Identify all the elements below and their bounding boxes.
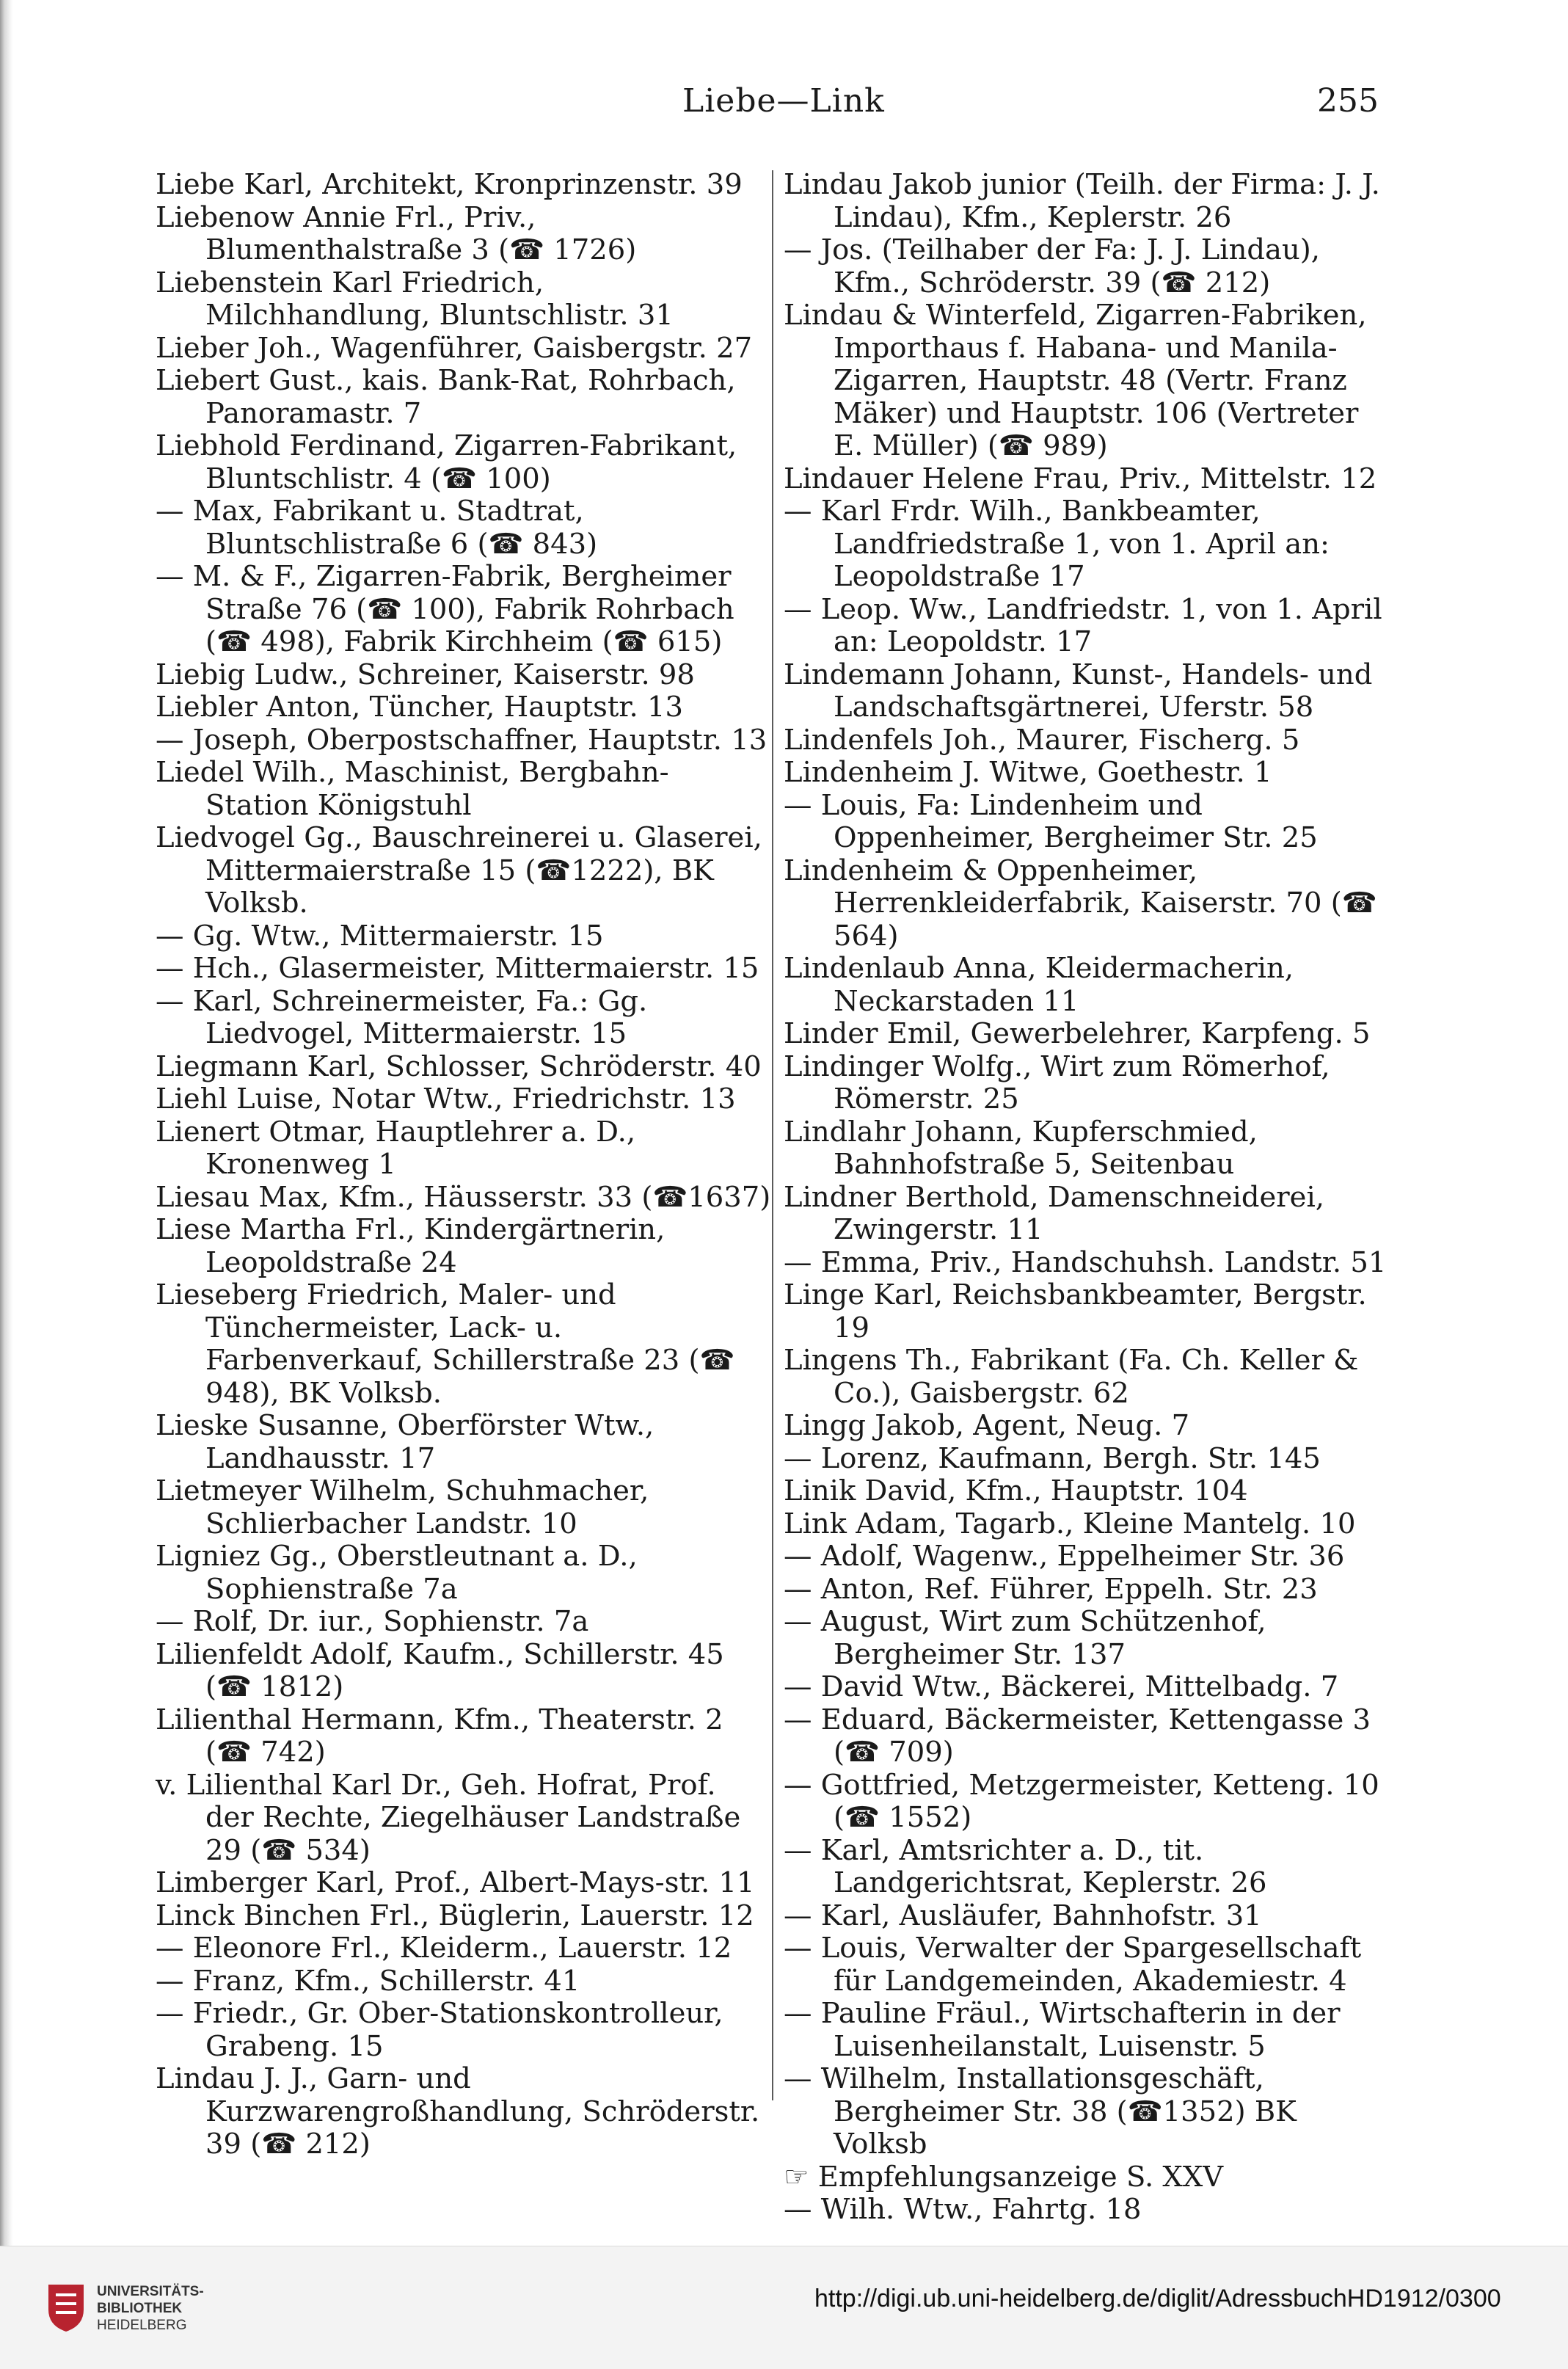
footer: [0, 2246, 1568, 2369]
directory-entry: v. Lilienthal Karl Dr., Geh. Hofrat, Prof. der Rechte, Ziegelhäuser Landstraße 29 (☎ 534): [156, 1768, 741, 1867]
directory-entry: — Karl, Ausläufer, Bahnhofstr. 31: [784, 1899, 1262, 1932]
directory-entry: Lienert Otmar, Hauptlehrer a. D., Kronenweg 1: [156, 1115, 636, 1181]
directory-entry: Liesau Max, Kfm., Häusserstr. 33 (☎1637): [156, 1180, 771, 1214]
directory-entry: Lindauer Helene Frau, Priv., Mittelstr. 12: [784, 462, 1377, 495]
directory-entry: — M. & F., Zigarren-Fabrik, Bergheimer Straße 76 (☎ 100), Fabrik Rohrbach (☎ 498), Fabrik Kirchheim (☎ 615): [156, 560, 734, 658]
directory-entry: Limberger Karl, Prof., Albert-Mays-str. 11: [156, 1866, 755, 1899]
directory-entry: Linck Binchen Frl., Büglerin, Lauerstr. 12: [156, 1899, 754, 1932]
directory-entry: — Franz, Kfm., Schillerstr. 41: [156, 1964, 580, 1998]
directory-entry: Lindau Jakob junior (Teilh. der Firma: J. J. Lindau), Kfm., Keplerstr. 26: [784, 168, 1380, 234]
directory-entry: — Lorenz, Kaufmann, Bergh. Str. 145: [784, 1441, 1321, 1475]
library-name-line: BIBLIOTHEK: [97, 2301, 183, 2316]
directory-entry: Liebler Anton, Tüncher, Hauptstr. 13: [156, 691, 683, 724]
directory-entry: — Wilh. Wtw., Fahrtg. 18: [784, 2193, 1142, 2226]
directory-entry: Lindenlaub Anna, Kleidermacherin, Neckarstaden 11: [784, 952, 1294, 1018]
directory-entry: Link Adam, Tagarb., Kleine Mantelg. 10: [784, 1507, 1356, 1540]
directory-entry: Lindner Berthold, Damenschneiderei, Zwingerstr. 11: [784, 1180, 1324, 1246]
directory-entry: — Friedr., Gr. Ober-Stationskontrolleur, Grabeng. 15: [156, 1997, 723, 2063]
directory-entry: Liebhold Ferdinand, Zigarren-Fabrikant, Bluntschlistr. 4 (☎ 100): [156, 429, 737, 495]
page-header: [0, 82, 1568, 134]
directory-entry: Lindenheim J. Witwe, Goethestr. 1: [784, 756, 1272, 789]
directory-entry: — Eleonore Frl., Kleiderm., Lauerstr. 12: [156, 1932, 732, 1965]
column-divider: [772, 170, 773, 2100]
directory-entry: Liebenstein Karl Friedrich, Milchhandlung, Bluntschlistr. 31: [156, 266, 674, 332]
directory-entry: Lindau & Winterfeld, Zigarren-Fabriken, Importhaus f. Habana- und Manila-Zigarren, Hauptstr. 48 (Vertr. Franz Mäker) und Hauptstr. 106 (Vertreter E. Müller) (☎ 989): [784, 299, 1367, 462]
directory-entry: — Hch., Glasermeister, Mittermaierstr. 15: [156, 952, 759, 985]
directory-entry: Lindlahr Johann, Kupferschmied, Bahnhofstraße 5, Seitenbau: [784, 1115, 1258, 1181]
directory-entry: Linge Karl, Reichsbankbeamter, Bergstr. 19: [784, 1278, 1367, 1344]
directory-entry: — Pauline Fräul., Wirtschafterin in der Luisenheilanstalt, Luisenstr. 5: [784, 1997, 1341, 2063]
directory-entry: Liedvogel Gg., Bauschreinerei u. Glaserei, Mittermaierstraße 15 (☎1222), BK Volksb.: [156, 821, 762, 920]
directory-entry: Linik David, Kfm., Hauptstr. 104: [784, 1474, 1248, 1507]
directory-entry: Liehl Luise, Notar Wtw., Friedrichstr. 13: [156, 1082, 736, 1116]
scan-edge: [0, 0, 13, 2368]
directory-entry: Lindinger Wolfg., Wirt zum Römerhof, Römerstr. 25: [784, 1049, 1330, 1116]
directory-entry: Lindenheim & Oppenheimer, Herrenkleiderfabrik, Kaiserstr. 70 (☎ 564): [784, 854, 1377, 953]
directory-entry: Lilienfeldt Adolf, Kaufm., Schillerstr. 45 (☎ 1812): [156, 1637, 724, 1703]
directory-entry: — Adolf, Wagenw., Eppelheimer Str. 36: [784, 1540, 1345, 1573]
right-column: [784, 169, 1393, 2227]
page-number: 255: [1317, 82, 1379, 120]
directory-entry: — Karl Frdr. Wilh., Bankbeamter, Landfriedstraße 1, von 1. April an: Leopoldstraße 17: [784, 495, 1330, 593]
directory-entry: Liebe Karl, Architekt, Kronprinzenstr. 39: [156, 168, 743, 201]
running-title: Liebe—Link: [682, 82, 885, 120]
directory-entry: Lietmeyer Wilhelm, Schuhmacher, Schlierbacher Landstr. 10: [156, 1474, 649, 1540]
directory-entry: Liebenow Annie Frl., Priv., Blumenthalstraße 3 (☎ 1726): [156, 200, 637, 266]
left-column: [156, 169, 772, 2161]
directory-entry: — Anton, Ref. Führer, Eppelh. Str. 23: [784, 1572, 1318, 1606]
directory-entry: Lieber Joh., Wagenführer, Gaisbergstr. 27: [156, 331, 753, 365]
directory-entry: — Joseph, Oberpostschaffner, Hauptstr. 13: [156, 723, 767, 757]
directory-entry: Lingens Th., Fabrikant (Fa. Ch. Keller & Co.), Gaisbergstr. 62: [784, 1344, 1359, 1410]
directory-entry: — Louis, Fa: Lindenheim und Oppenheimer, Bergheimer Str. 25: [784, 788, 1318, 854]
directory-entry: Lieseberg Friedrich, Maler- und Tünchermeister, Lack- u. Farbenverkauf, Schillerstraße 23 (☎ 948), BK Volksb.: [156, 1278, 735, 1410]
directory-entry: Lindau J. J., Garn- und Kurzwarengroßhandlung, Schröderstr. 39 (☎ 212): [156, 2062, 760, 2161]
directory-entry: — Wilhelm, Installationsgeschäft, Bergheimer Str. 38 (☎1352) BK Volksb: [784, 2062, 1297, 2161]
source-url[interactable]: http://digi.ub.uni-heidelberg.de/diglit/AdressbuchHD1912/0300: [814, 2285, 1501, 2312]
directory-entry: — Louis, Verwalter der Spargesellschaft für Landgemeinden, Akademiestr. 4: [784, 1932, 1362, 1998]
directory-entry: — Gottfried, Metzgermeister, Ketteng. 10 (☎ 1552): [784, 1768, 1379, 1834]
directory-entry: — August, Wirt zum Schützenhof, Bergheimer Str. 137: [784, 1605, 1266, 1671]
directory-entry: Lindenfels Joh., Maurer, Fischerg. 5: [784, 723, 1300, 757]
directory-entry: Liebig Ludw., Schreiner, Kaiserstr. 98: [156, 658, 695, 691]
directory-entry: — Karl, Amtsrichter a. D., tit. Landgerichtsrat, Keplerstr. 26: [784, 1833, 1267, 1899]
directory-entry: Liese Martha Frl., Kindergärtnerin, Leopoldstraße 24: [156, 1213, 666, 1279]
directory-entry: ☞ Empfehlungsanzeige S. XXV: [784, 2160, 1224, 2194]
directory-entry: — Emma, Priv., Handschuhsh. Landstr. 51: [784, 1245, 1387, 1279]
directory-entry: — Gg. Wtw., Mittermaierstr. 15: [156, 919, 604, 953]
directory-entry: Liebert Gust., kais. Bank-Rat, Rohrbach, Panoramastr. 7: [156, 364, 736, 430]
directory-entry: Lingg Jakob, Agent, Neug. 7: [784, 1409, 1190, 1442]
directory-entry: — Karl, Schreinermeister, Fa.: Gg. Liedvogel, Mittermaierstr. 15: [156, 984, 648, 1050]
directory-entry: — Eduard, Bäckermeister, Kettengasse 3 (☎ 709): [784, 1703, 1371, 1769]
directory-entry: — David Wtw., Bäckerei, Mittelbadg. 7: [784, 1670, 1339, 1703]
library-name: [97, 2283, 204, 2334]
library-name-line: UNIVERSITÄTS-: [97, 2284, 204, 2299]
directory-entry: — Rolf, Dr. iur., Sophienstr. 7a: [156, 1605, 589, 1638]
university-logo-icon: [45, 2282, 87, 2333]
library-name-line: HEIDELBERG: [97, 2318, 187, 2333]
directory-entry: Lindemann Johann, Kunst-, Handels- und Landschaftsgärtnerei, Uferstr. 58: [784, 658, 1373, 724]
directory-entry: Lieske Susanne, Oberförster Wtw., Landhausstr. 17: [156, 1409, 654, 1475]
directory-entry: Liedel Wilh., Maschinist, Bergbahn-Station Königstuhl: [156, 756, 669, 822]
directory-entry: Ligniez Gg., Oberstleutnant a. D., Sophienstraße 7a: [156, 1540, 638, 1606]
directory-entry: — Jos. (Teilhaber der Fa: J. J. Lindau), Kfm., Schröderstr. 39 (☎ 212): [784, 233, 1321, 299]
directory-entry: — Leop. Ww., Landfriedstr. 1, von 1. April an: Leopoldstr. 17: [784, 592, 1382, 658]
directory-entry: Linder Emil, Gewerbelehrer, Karpfeng. 5: [784, 1017, 1371, 1050]
directory-entry: Liegmann Karl, Schlosser, Schröderstr. 40: [156, 1049, 762, 1083]
directory-entry: Lilienthal Hermann, Kfm., Theaterstr. 2 (☎ 742): [156, 1703, 723, 1769]
directory-entry: — Max, Fabrikant u. Stadtrat, Bluntschlistraße 6 (☎ 843): [156, 495, 598, 561]
